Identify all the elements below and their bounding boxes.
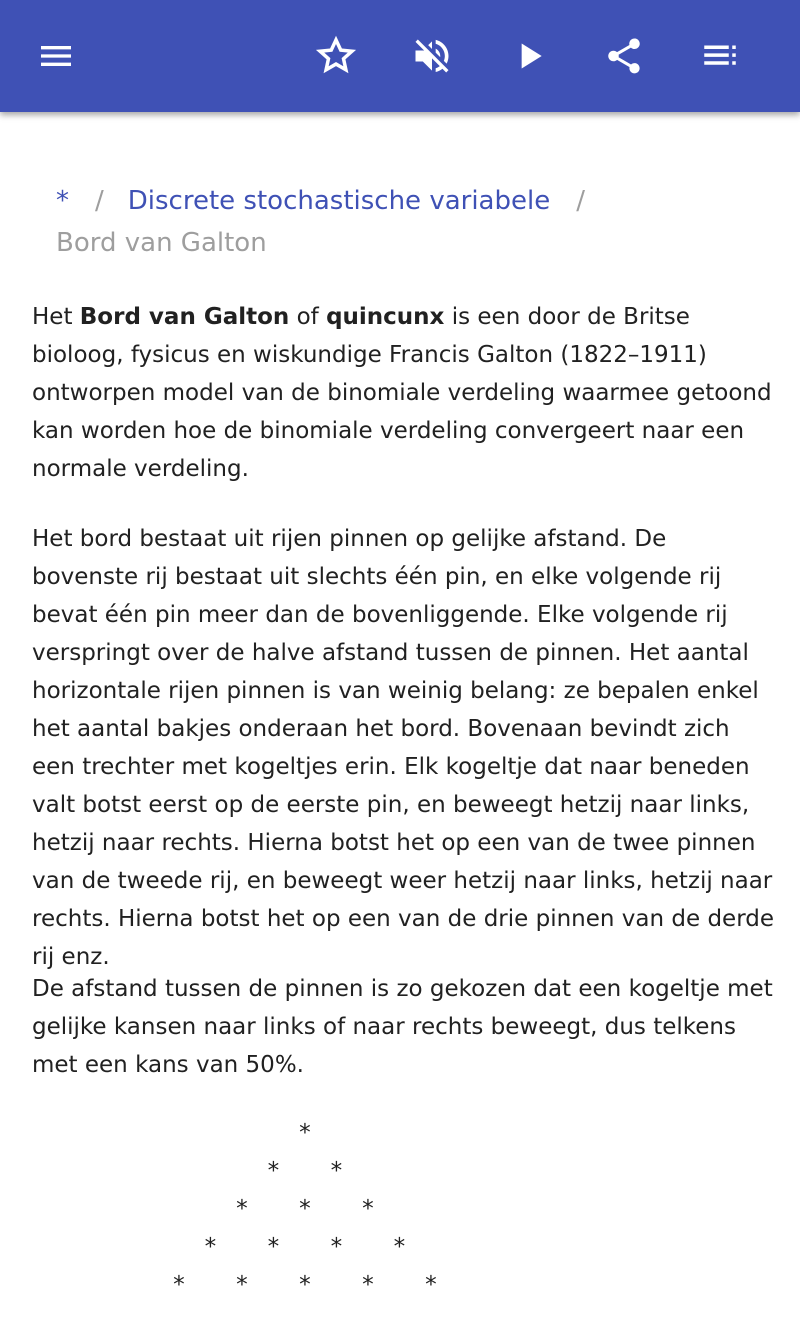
galton-pin: * <box>361 1196 375 1222</box>
breadcrumb <box>56 180 756 264</box>
galton-pin: * <box>329 1158 344 1184</box>
share-button[interactable] <box>596 28 652 84</box>
galton-pin: * <box>329 1234 344 1260</box>
app-bar <box>0 0 800 112</box>
galton-pin: * <box>392 1234 407 1260</box>
play-button[interactable] <box>502 28 558 84</box>
playlist-icon <box>699 35 741 77</box>
galton-pin: * <box>298 1272 312 1298</box>
term-bold: quincunx <box>326 304 445 330</box>
sound-toggle-button[interactable] <box>404 28 460 84</box>
playlist-button[interactable] <box>692 28 748 84</box>
intro-paragraph <box>32 298 777 488</box>
share-icon <box>603 35 645 77</box>
play-icon <box>510 36 550 76</box>
article-content <box>0 112 800 1298</box>
menu-icon <box>36 36 76 76</box>
text-span: Het <box>32 304 80 330</box>
galton-pin: * <box>235 1272 249 1298</box>
breadcrumb-parent-link[interactable]: Discrete stochastische variabele <box>127 186 551 216</box>
breadcrumb-separator: / <box>95 186 104 216</box>
breadcrumb-current: Bord van Galton <box>56 228 267 258</box>
text-span: of <box>289 304 327 330</box>
galton-pin: * <box>266 1158 281 1184</box>
description-paragraph: Het bord bestaat uit rijen pinnen op gelijke afstand. De bovenste rij bestaat uit slechts één pin, en elke volgende rij bevat één pin meer dan de bovenliggende. Elke volgende rij verspringt over de halve afstand tussen de pinnen. Het aantal horizontale rijen pinnen is van weinig belang: ze bepalen enkel het aantal bakjes onderaan het bord. Bovenaan bevindt zich een trechter met kogeltjes erin. Elk kogeltje dat naar beneden valt botst eerst op de eerste pin, en beweegt hetzij naar links, hetzij naar rechts. Hierna botst het op een van de twee pinnen van de tweede rij, en beweegt weer hetzij naar links, hetzij naar rechts. Hierna botst het op een van de drie pinnen van de derde rij enz. <box>32 526 774 970</box>
volume-off-icon <box>410 34 454 78</box>
breadcrumb-separator: / <box>576 186 585 216</box>
galton-pin: * <box>298 1196 312 1222</box>
menu-button[interactable] <box>28 28 84 84</box>
text-span: is een door de Britse bioloog, fysicus en wiskundige Francis Galton (1822–1911) ontworpen model van de binomiale verdeling waarmee getoond kan worden hoe de binomiale verdeling convergeert naar een normale verdeling. <box>32 304 772 482</box>
galton-pin: * <box>266 1234 281 1260</box>
bookmark-button[interactable] <box>308 28 364 84</box>
galton-pin: * <box>298 1120 312 1146</box>
galton-board-diagram <box>32 1118 772 1318</box>
star-outline-icon <box>314 34 358 78</box>
galton-pin: * <box>361 1272 375 1298</box>
probability-paragraph: De afstand tussen de pinnen is zo gekozen dat een kogeltje met gelijke kansen naar links of naar rechts beweegt, dus telkens met een kans van 50%. <box>32 976 773 1078</box>
galton-pin: * <box>172 1272 186 1298</box>
breadcrumb-root-link[interactable]: * <box>56 186 69 216</box>
galton-pin: * <box>203 1234 218 1260</box>
galton-pin: * <box>424 1272 438 1298</box>
term-bold: Bord van Galton <box>79 304 290 330</box>
galton-pin: * <box>235 1196 249 1222</box>
